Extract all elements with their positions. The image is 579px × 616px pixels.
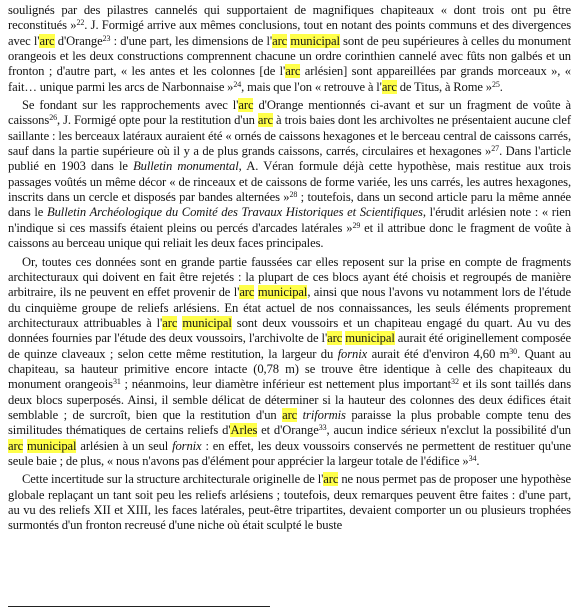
highlighted-term: arc (257, 113, 273, 128)
text-run: , ainsi que nous l'avons vu notamment lors de l'étude du cinquième groupe de reliefs arlésiens. En état actuel de nos connaissances, les seuls éléments proprement architecturaux attribuables à l' (8, 285, 571, 330)
text-run: Cette incertitude sur la structure architecturale originelle de l' (22, 472, 324, 487)
footnote-separator (8, 606, 270, 607)
footnote-reference: 26 (49, 113, 57, 123)
footnote-reference: 23 (102, 33, 111, 43)
footnote-reference: 31 (112, 377, 121, 387)
text-run: , aucun indice sérieux n'exclut la possibilité d'un (326, 423, 571, 438)
highlighted-term: arc (381, 79, 397, 94)
body-paragraph (8, 98, 571, 251)
highlighted-term: municipal (182, 315, 232, 330)
text-run: aurait été originellement composée de quinze claveaux ; selon cette même restitution, la largeur du (8, 331, 571, 361)
highlighted-term: arc (327, 331, 343, 346)
text-run: . J. Formigé arrive aux mêmes conclusions, tout en notant des points communs et des divergences avec l' (8, 18, 571, 48)
footnote-reference: 24 (233, 79, 242, 89)
text-run: . (499, 79, 503, 94)
text-run: aurait été d'environ 4,60 m (367, 346, 510, 361)
highlighted-term: municipal (345, 331, 395, 346)
text-run: Se fondant sur les rapprochements avec l' (22, 98, 239, 113)
body-paragraph (8, 255, 571, 470)
highlighted-term: arc (39, 33, 55, 48)
text-run: Or, toutes ces données sont en grande partie faussées car elles reposent sur la prise en compte de fragments architecturaux qui doivent en fait être rejetés : la plupart de ces blocs ayant été choisis et regroupés de manière arbitraire, ils ne peuvent en effet provenir de l' (8, 254, 571, 300)
highlighted-term: arc (282, 407, 298, 422)
text-run: , mais que l'on « retrouve à l' (241, 79, 382, 94)
text-run: soulignés par des pilastres cannelés qui supportaient de magnifiques chapiteaux « dont trois ont pu être reconstitués » (8, 3, 571, 33)
highlighted-term: arc (272, 33, 288, 48)
document-body (8, 3, 571, 534)
footnote-reference: 30 (509, 346, 518, 356)
italic-text: fornix (337, 346, 368, 361)
text-run: et d'Orange (257, 423, 319, 438)
footnote-reference: 22 (76, 18, 85, 28)
text-run: et il attribue donc le fragment de voûte à caissons au berceau unique qui reliait les deux faces principales. (8, 220, 571, 251)
text-run: . (476, 453, 480, 468)
footnote-reference: 32 (451, 377, 459, 387)
text-run: ; néanmoins, leur diamètre inférieur est nettement plus important (120, 377, 452, 392)
text-run: ; toutefois, dans un second article paru la même année dans le (8, 190, 571, 220)
body-paragraph (8, 3, 571, 95)
footnote-reference: 29 (352, 220, 361, 230)
text-run: d'Orange (54, 33, 103, 48)
footnote-reference: 33 (318, 423, 327, 433)
highlighted-term: arc (239, 285, 255, 300)
text-run: , J. Formigé opte pour la restitution d'un (57, 113, 258, 128)
footnote-reference: 27 (491, 144, 500, 154)
highlighted-term: arc (162, 315, 178, 330)
highlighted-term: arc (285, 64, 301, 79)
text-run: , l'érudit arlésien note : « rien n'indique si ces massifs étaient pleins ou percés d'arcades latérales » (8, 205, 571, 235)
highlighted-term: Arles (230, 423, 258, 438)
highlighted-term: arc (8, 438, 24, 453)
highlighted-term: municipal (257, 285, 308, 300)
italic-text: Bulletin monumental (133, 159, 239, 174)
highlighted-term: municipal (290, 33, 340, 48)
footnote-reference: 28 (289, 190, 298, 200)
text-run: , A. Véran formule déjà cette hypothèse, mais restitue aux trois passages voûtés un même décor « de rinceaux et de caissons de forme variée, les uns carrés, les autres hexagones, inscrits dans un cercle et disposés par bandes alternées » (8, 159, 571, 205)
text-run: ne nous permet pas de proposer une hypothèse globale replaçant un tant soit peu les reliefs arlésiens ; toutefois, deux remarques peuvent être faites : d'une part, au vu des reliefs XII et XIII, les faces latérales, peut-être tripartites, devaient comporter un ou plusieurs trophées surmontés d'un fronton recreusé d'une niche où était sculpté le buste (8, 472, 571, 533)
text-run: : en effet, les deux voussoirs conservés ne permettent de restituer qu'une seule baie ; de plus, « nous n'avons pas d'élément pour apprécier la largeur totale de l'édifice » (8, 438, 571, 468)
italic-text: Bulletin Archéologique du Comité des Travaux Historiques et Scientifiques (47, 205, 423, 220)
footnote-reference: 34 (468, 453, 477, 463)
text-run: sont deux voussoirs et un chapiteau engagé du quart. Au vu des données fournies par l'étude des deux voussoirs, l'archivolte de l' (8, 315, 571, 346)
text-run: à trois baies dont les archivoltes ne présentaient aucune clef saillante : les berceaux latéraux auraient été « ornés de caissons hexagones et le berceau central de caissons carrés, sauf dans la partie supérieure où il y a de plus grands caissons, carrés, circulaires et hexagones » (8, 113, 572, 159)
italic-text: fornix (172, 438, 202, 453)
highlighted-term: arc (323, 472, 339, 487)
footnote-reference: 25 (491, 79, 500, 89)
highlighted-term: municipal (26, 438, 77, 453)
italic-text: triformis (302, 407, 346, 422)
text-run: arlésien à un seul (76, 438, 173, 453)
text-run: arlésien] sont appareillées par grands morceaux », « fait… unique parmi les arcs de Narbonnaise » (8, 64, 571, 94)
text-run: : d'une part, les dimensions de l' (110, 33, 273, 48)
text-run: . Quant au chapiteau, sa hauteur primitive encore intacte (0,78 m) se trouve être identique à celle des chapiteaux du monument orangeois (8, 346, 571, 392)
highlighted-term: arc (238, 98, 254, 113)
text-run: . Dans l'article publié en 1903 dans le (8, 144, 572, 174)
text-run: paraisse la plus probable compte tenu des similitudes thématiques de certains reliefs d' (8, 407, 571, 438)
body-paragraph (8, 472, 571, 533)
text-run: sont de peu supérieures à celles du monument orangeois et les deux constructions comprennent chacune un ordre corinthien cannelé avec fûts non galbés et un fronton ; d'autre part, « les antes et les colonnes [de l' (8, 33, 571, 79)
text-run: et ils sont taillés dans deux blocs superposés. Ainsi, il semble délicat de déterminer si la hauteur des colonnes des deux édifices était semblable ; de surcroît, bien que la restitution d'un (8, 377, 571, 422)
text-run: d'Orange mentionnés ci-avant et sur un fragment de voûte à caissons (8, 98, 571, 128)
text-run: de Titus, à Rome » (396, 79, 492, 94)
